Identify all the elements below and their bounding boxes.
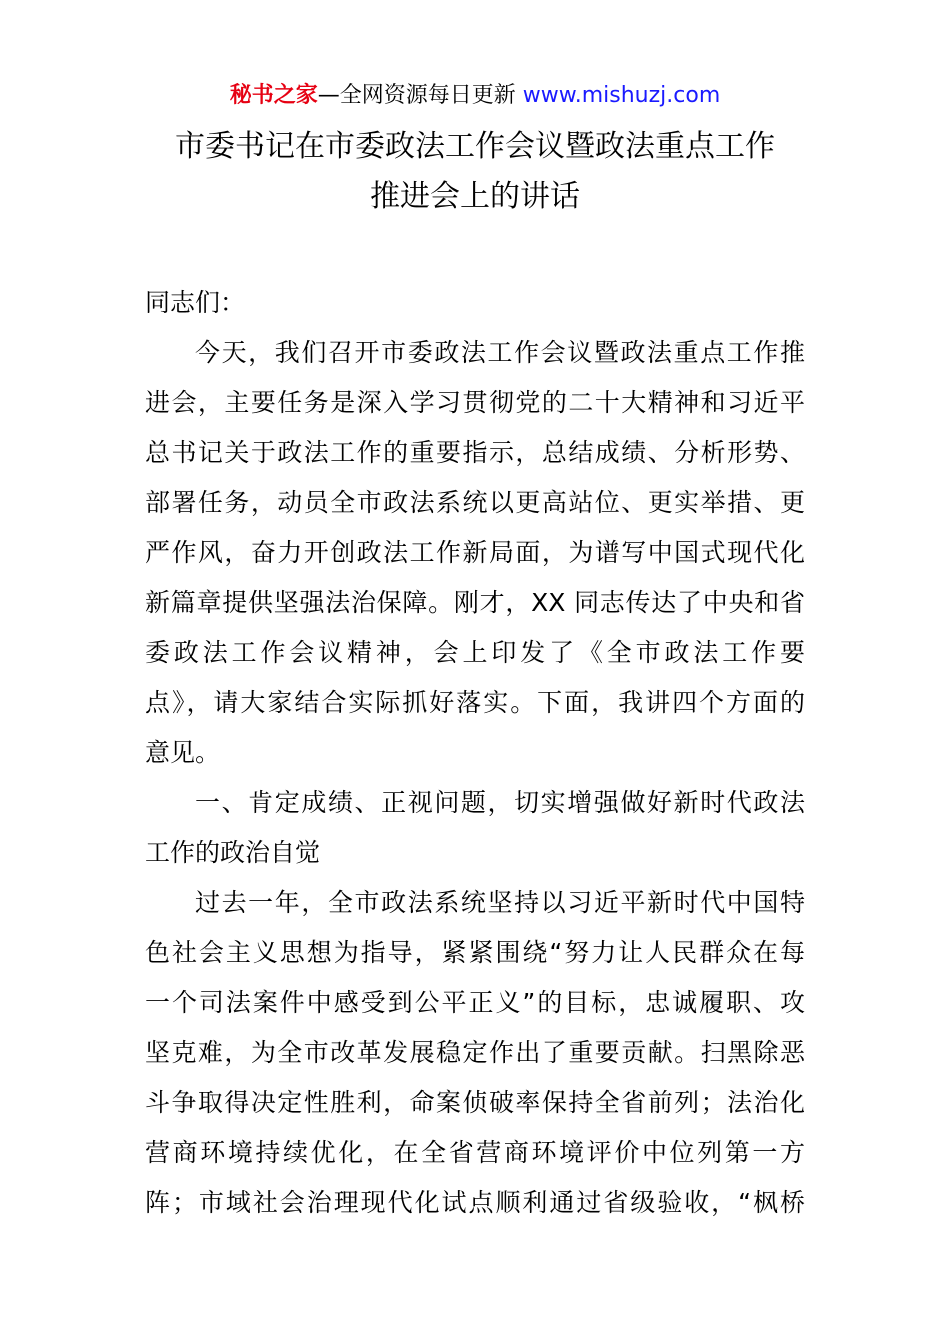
document-title-line-2: 推进会上的讲话 (370, 179, 580, 214)
paragraph-line: 意见。 (145, 738, 221, 767)
paragraph-line: 部署任务，动员全市政法系统以更高站位、更实举措、更 (145, 488, 805, 517)
paragraph-line: 色社会主义思想为指导，紧紧围绕“努力让人民群众在每 (145, 938, 805, 967)
paragraph-line: 今天，我们召开市委政法工作会议暨政法重点工作推 (195, 338, 805, 367)
speech-body (145, 278, 805, 1228)
section-heading-line: 一、肯定成绩、正视问题，切实增强做好新时代政法 (195, 788, 805, 817)
paragraph-line: 点》，请大家结合实际抓好落实。下面，我讲四个方面的 (145, 688, 805, 717)
paragraph-line: 坚克难，为全市改革发展稳定作出了重要贡献。扫黑除恶 (145, 1038, 805, 1067)
header-tagline: —全网资源每日更新 (317, 83, 516, 108)
paragraph-line: 斗争取得决定性胜利，命案侦破率保持全省前列；法治化 (145, 1088, 805, 1117)
paragraph-line: 进会，主要任务是深入学习贯彻党的二十大精神和习近平 (145, 388, 805, 417)
salutation: 同志们： (145, 288, 246, 317)
section-heading-line: 工作的政治自觉 (145, 838, 321, 867)
brand-name: 秘书之家 (229, 83, 318, 108)
site-header (0, 80, 950, 112)
paragraph-line: 一个司法案件中感受到公平正义”的目标，忠诚履职、攻 (145, 988, 805, 1017)
paragraph-line: 委政法工作会议精神，会上印发了《全市政法工作要 (145, 638, 805, 667)
document-title-line-1: 市委书记在市委政法工作会议暨政法重点工作 (175, 129, 775, 164)
paragraph-line: 新篇章提供坚强法治保障。刚才，XX 同志传达了中央和省 (145, 588, 805, 617)
paragraph-line: 总书记关于政法工作的重要指示，总结成绩、分析形势、 (145, 438, 805, 467)
paragraph-line: 营商环境持续优化，在全省营商环境评价中位列第一方 (145, 1138, 805, 1167)
site-url-link[interactable]: www.mishuzj.com (522, 83, 721, 108)
paragraph-line: 严作风，奋力开创政法工作新局面，为谱写中国式现代化 (145, 538, 805, 567)
paragraph-line: 过去一年，全市政法系统坚持以习近平新时代中国特 (195, 888, 805, 917)
paragraph-line: 阵；市域社会治理现代化试点顺利通过省级验收，“枫桥 (145, 1188, 805, 1217)
